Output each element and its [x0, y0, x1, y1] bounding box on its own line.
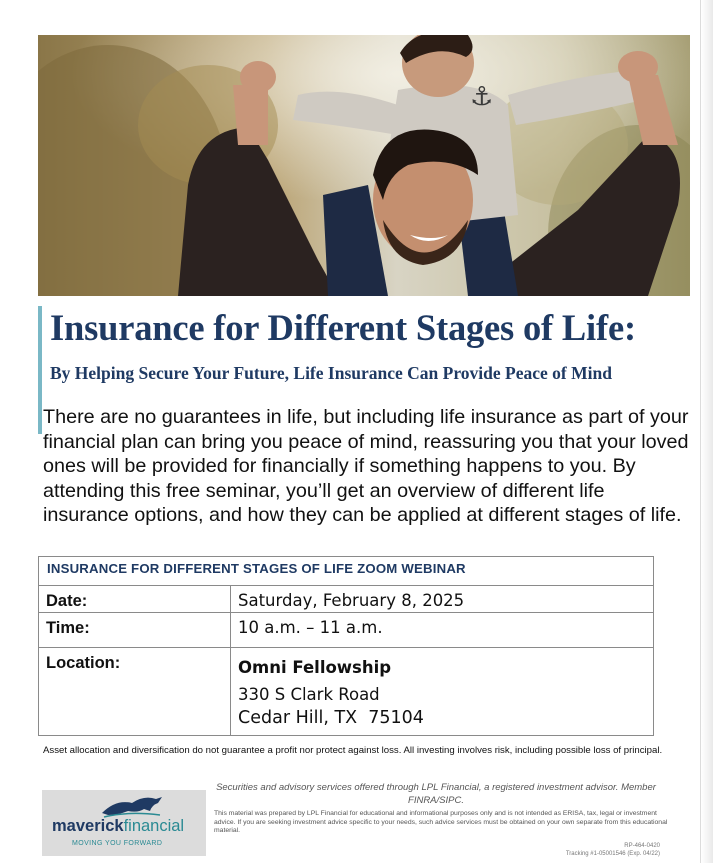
event-heading: INSURANCE FOR DIFFERENT STAGES OF LIFE ZOOM WEBINAR — [39, 557, 654, 586]
page-edge — [700, 0, 713, 863]
location-row — [39, 648, 654, 736]
intro-paragraph: There are no guarantees in life, but including life insurance as part of your financial plan can bring you peace of mind, reassuring you that your loved ones will be provided for financially if something happens to you. By attending this free seminar, you’ll get an overview of different life insurance options, and how they can be applied at different stages of life. — [43, 406, 689, 527]
date-label: Date: — [39, 586, 231, 613]
svg-text:⚓: ⚓ — [470, 82, 494, 112]
page-title: Insurance for Different Stages of Life: — [50, 307, 636, 348]
time-value: 10 a.m. – 11 a.m. — [231, 613, 654, 648]
logo-wordmark: maverickfinancial — [52, 817, 185, 835]
logo-tagline: MOVING YOU FORWARD — [72, 840, 163, 847]
company-logo — [42, 790, 206, 856]
location-address: 330 S Clark Road — [238, 685, 380, 704]
event-details-table — [38, 556, 654, 736]
date-value: Saturday, February 8, 2025 — [231, 586, 654, 613]
hero-photo — [38, 35, 690, 296]
investment-disclaimer: Asset allocation and diversification do not guarantee a profit nor protect against loss. All investing involves risk, including possible loss of principal. — [43, 745, 663, 756]
tracking-number: Tracking #1-05001546 (Exp. 04/22) — [565, 851, 660, 857]
ref-code: RP-464-0420 — [624, 843, 660, 849]
horse-icon — [98, 793, 168, 819]
accent-bar — [38, 306, 42, 434]
time-label: Time: — [39, 613, 231, 648]
location-label: Location: — [39, 648, 231, 736]
date-row — [39, 586, 654, 613]
location-name: Omni Fellowship — [238, 658, 392, 677]
reference-codes — [500, 842, 660, 858]
location-value — [231, 648, 654, 736]
time-row — [39, 613, 654, 648]
page-subtitle: By Helping Secure Your Future, Life Insurance Can Provide Peace of Mind — [50, 363, 612, 383]
location-city: Cedar Hill, TX 75104 — [238, 708, 424, 728]
fine-print: This material was prepared by LPL Financial for educational and informational purposes only and is not intended as ERISA, tax, legal or investment advice. If you are seeking investment advice specific to your needs, such advice services must be obtained on your own separate from this educational material. — [214, 810, 668, 834]
securities-statement: Securities and advisory services offered through LPL Financial, a registered investment advisor. Member FINRA/SIPC. — [216, 782, 656, 806]
